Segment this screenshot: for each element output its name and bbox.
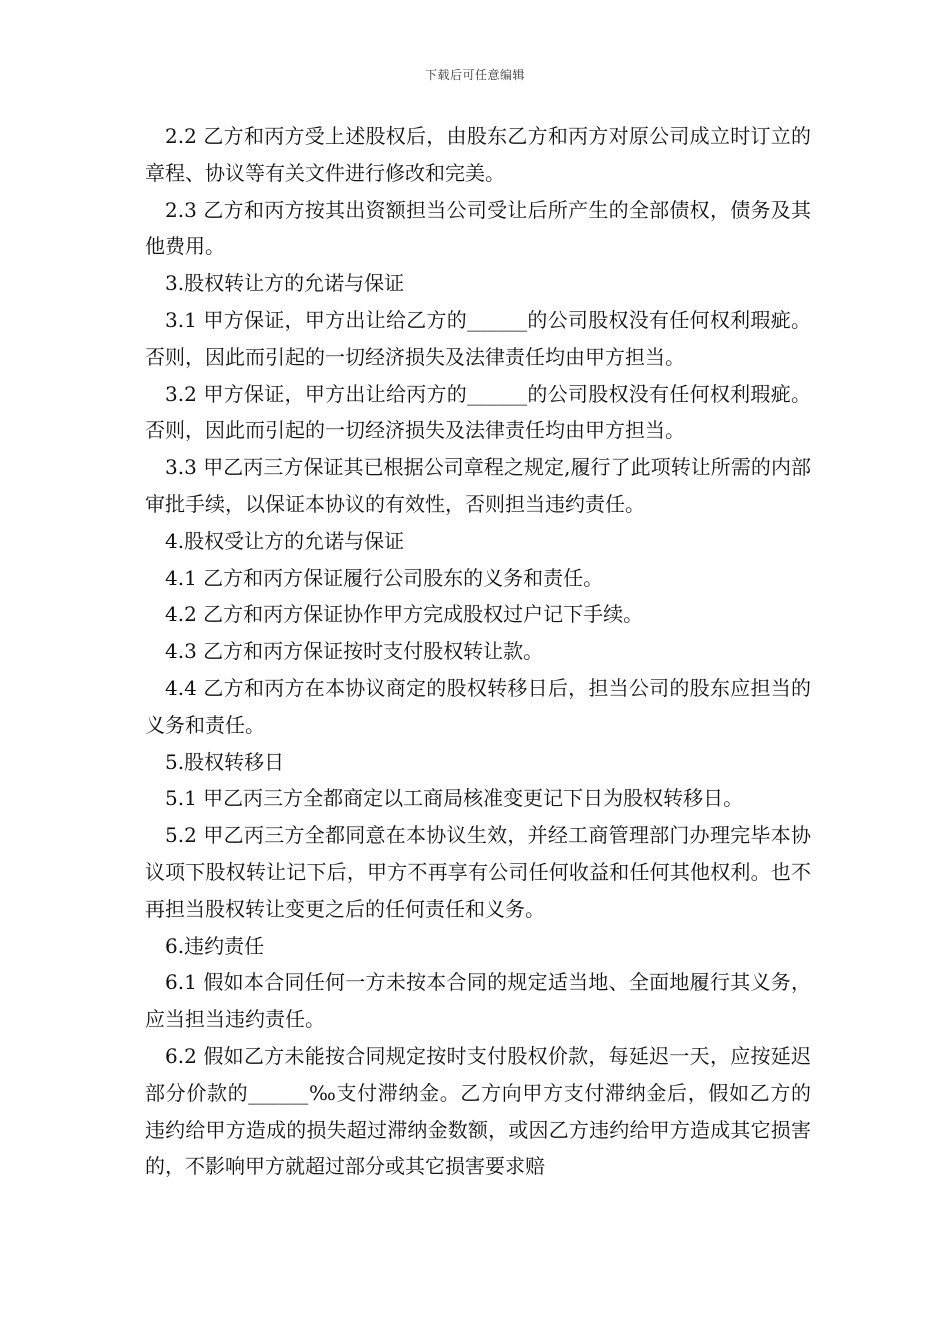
section-heading-6: 6.违约责任 — [165, 933, 265, 958]
paragraph-5-2: 5.2 甲乙丙三方全都同意在本协议生效，并经工商管理部门办理完毕本协议项下股权转让记下后，甲方不再享有公司任何收益和任何其他权利。也不再担当股权转让变更之后的任何责任和义务。 — [145, 823, 811, 921]
paragraph-6-2: 6.2 假如乙方未能按合同规定按时支付股权价款，每延迟一天，应按延迟部分价款的______‰支付滞纳金。乙方向甲方支付滞纳金后，假如乙方的违约给甲方造成的损失超过滞纳金数额，或因乙方违约给甲方造成其它损害的，不影响甲方就超过部分或其它损害要求赔 — [145, 1043, 811, 1179]
paragraph-3-3: 3.3 甲乙丙三方保证其已根据公司章程之规定,履行了此项转让所需的内部审批手续，以保证本协议的有效性，否则担当违约责任。 — [145, 455, 811, 516]
paragraph-6-1: 6.1 假如本合同任何一方未按本合同的规定适当地、全面地履行其义务，应当担当违约责任。 — [145, 970, 811, 1032]
paragraph-3-2: 3.2 甲方保证，甲方出让给丙方的______的公司股权没有任何权利瑕疵。否则，因此而引起的一切经济损失及法律责任均由甲方担当。 — [145, 381, 811, 443]
paragraph-2-3: 2.3 乙方和丙方按其出资额担当公司受让后所产生的全部债权，债务及其他费用。 — [145, 197, 811, 259]
paragraph-4-1: 4.1 乙方和丙方保证履行公司股东的义务和责任。 — [165, 565, 604, 590]
paragraph-4-3: 4.3 乙方和丙方保证按时支付股权转让款。 — [165, 639, 544, 664]
section-heading-5: 5.股权转移日 — [165, 749, 285, 774]
paragraph-2-2: 2.2 乙方和丙方受上述股权后，由股东乙方和丙方对原公司成立时订立的章程、协议等有关文件进行修改和完美。 — [145, 124, 811, 185]
document-body — [145, 118, 811, 1185]
paragraph-4-4: 4.4 乙方和丙方在本协议商定的股权转移日后，担当公司的股东应担当的义务和责任。 — [145, 675, 811, 737]
paragraph-4-2: 4.2 乙方和丙方保证协作甲方完成股权过户记下手续。 — [165, 602, 644, 627]
section-heading-3: 3.股权转让方的允诺与保证 — [165, 271, 405, 296]
section-heading-4: 4.股权受让方的允诺与保证 — [165, 528, 405, 553]
paragraph-3-1: 3.1 甲方保证，甲方出让给乙方的______的公司股权没有任何权利瑕疵。否则，因此而引起的一切经济损失及法律责任均由甲方担当。 — [145, 307, 811, 369]
paragraph-5-1: 5.1 甲乙丙三方全都商定以工商局核准变更记下日为股权转移日。 — [165, 786, 744, 811]
page-header: 下载后可任意编辑 — [424, 68, 525, 82]
